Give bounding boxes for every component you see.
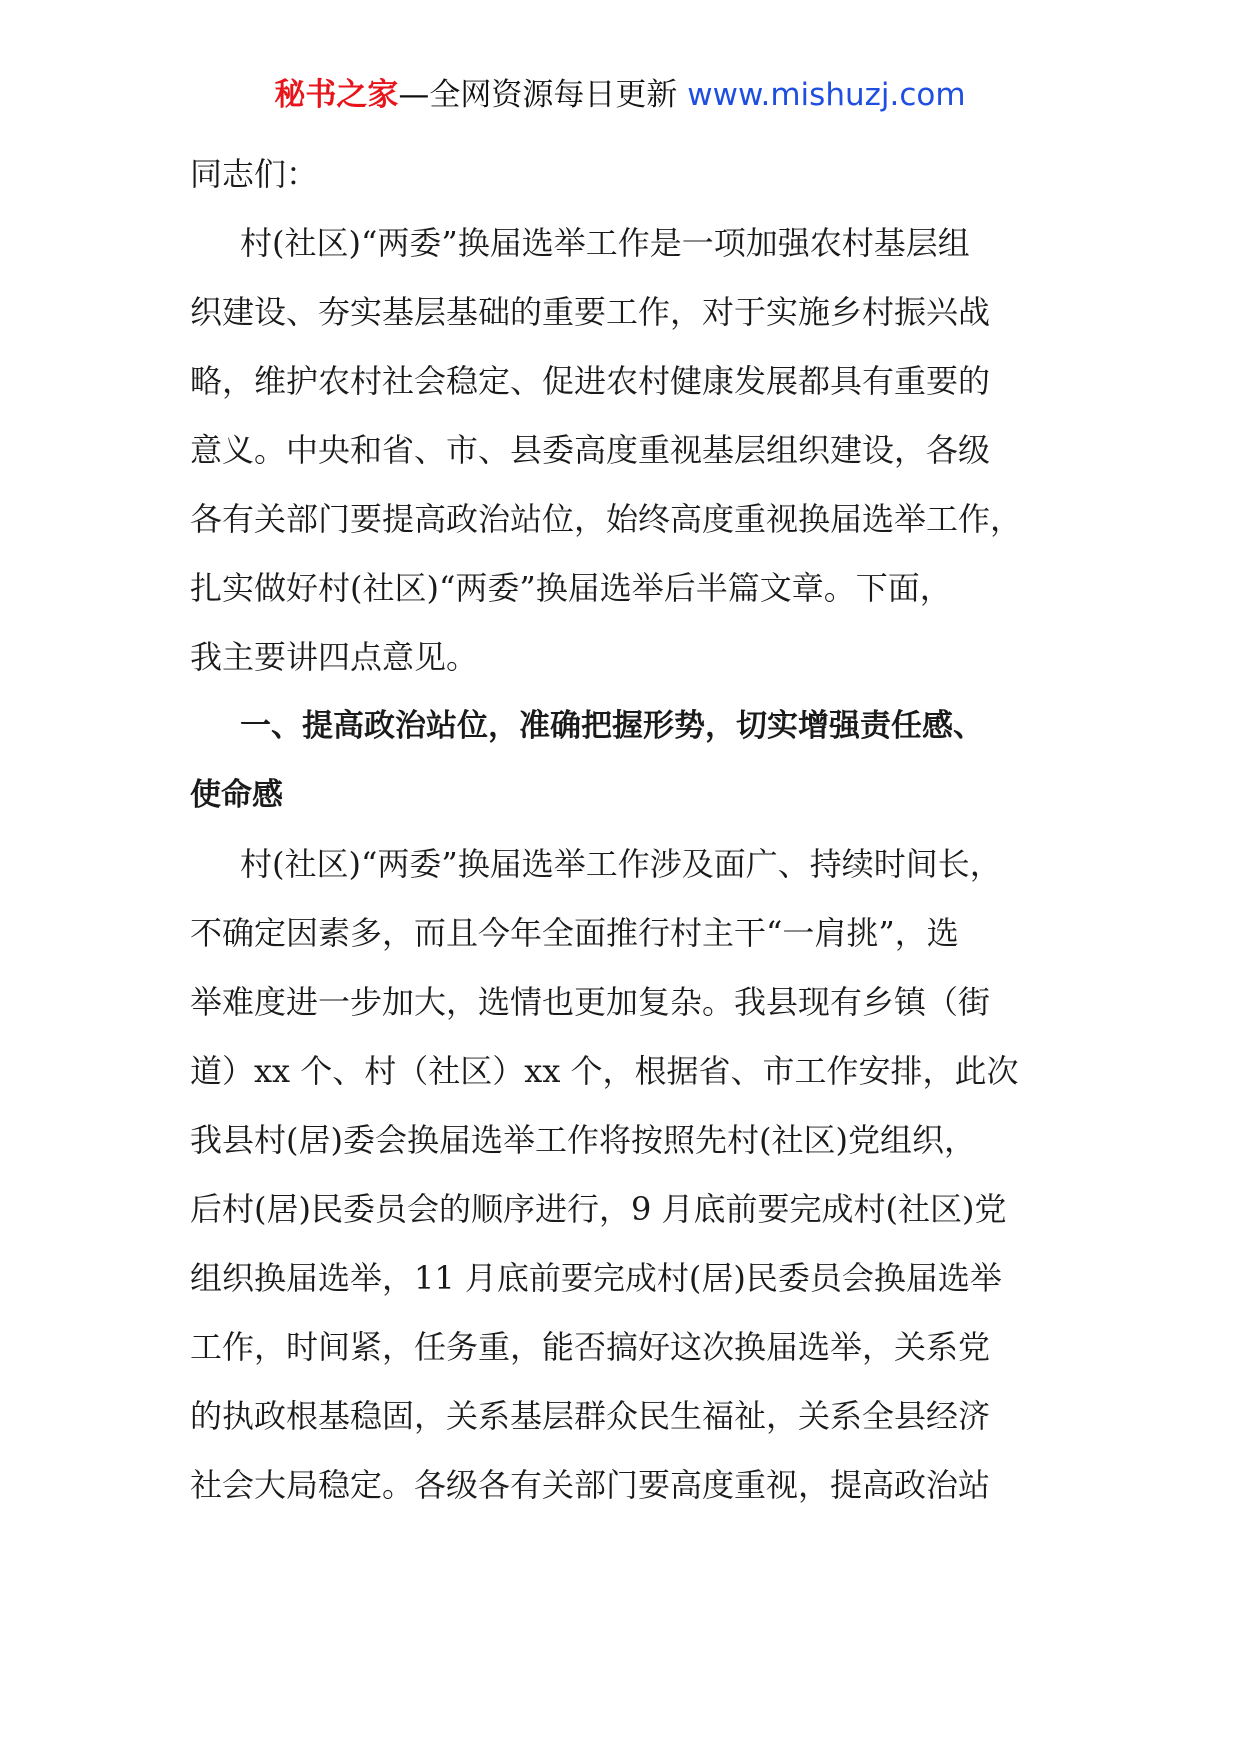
- section-heading-line: 一、提高政治站位，准确把握形势，切实增强责任感、: [240, 708, 984, 744]
- paragraph-line: 我主要讲四点意见。: [190, 638, 479, 676]
- paragraph-line: 我县村(居)委会换届选举工作将按照先村(社区)党组织，: [190, 1121, 976, 1159]
- paragraph-line: 的执政根基稳固，关系基层群众民生福祉，关系全县经济: [190, 1397, 991, 1435]
- paragraph-line: 工作，时间紧，任务重，能否搞好这次换届选举，关系党: [190, 1328, 991, 1366]
- paragraph-line: 意义。中央和省、市、县委高度重视基层组织建设，各级: [190, 431, 991, 469]
- header-tagline: —全网资源每日更新: [398, 77, 678, 113]
- paragraph-line: 举难度进一步加大，选情也更加复杂。我县现有乡镇（街: [190, 983, 991, 1021]
- document-body: [190, 140, 1060, 1520]
- paragraph-line: 道）xx 个、村（社区）xx 个，根据省、市工作安排，此次: [190, 1052, 1019, 1090]
- paragraph-line: 社会大局稳定。各级各有关部门要高度重视，提高政治站: [190, 1466, 991, 1504]
- brand-name: 秘书之家: [274, 77, 399, 113]
- paragraph-line: 后村(居)民委员会的顺序进行，9 月底前要完成村(社区)党: [190, 1190, 1007, 1228]
- section-heading-line: 使命感: [190, 777, 283, 813]
- paragraph-line: 组织换届选举，11 月底前要完成村(居)民委员会换届选举: [190, 1259, 1002, 1297]
- page-header: [0, 70, 1240, 120]
- site-link[interactable]: www.mishuzj.com: [687, 77, 966, 113]
- paragraph-line: 同志们：: [190, 155, 319, 193]
- paragraph-line: 村(社区)“两委”换届选举工作是一项加强农村基层组: [240, 224, 970, 262]
- paragraph-line: 不确定因素多，而且今年全面推行村主干“一肩挑”，选: [190, 914, 959, 952]
- paragraph-line: 各有关部门要提高政治站位，始终高度重视换届选举工作，: [190, 500, 1023, 538]
- paragraph-line: 略，维护农村社会稳定、促进农村健康发展都具有重要的: [190, 362, 991, 400]
- paragraph-line: 织建设、夯实基层基础的重要工作，对于实施乡村振兴战: [190, 293, 991, 331]
- paragraph-line: 村(社区)“两委”换届选举工作涉及面广、持续时间长，: [240, 845, 1002, 883]
- paragraph-line: 扎实做好村(社区)“两委”换届选举后半篇文章。下面，: [190, 569, 952, 607]
